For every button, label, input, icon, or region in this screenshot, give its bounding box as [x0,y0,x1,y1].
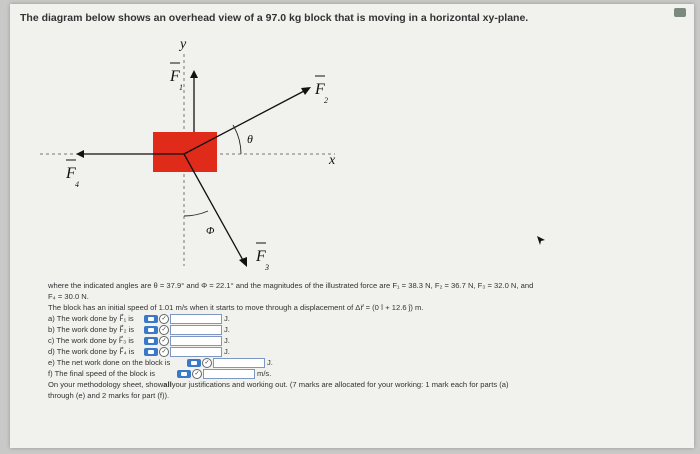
part-a [48,313,688,324]
part-a-label: a) The work done by F⃗₁ is [48,314,134,323]
f1-label: F [170,68,180,85]
footer-prefix: On your methodology sheet, show [48,380,164,389]
part-b-unit: J. [224,325,230,334]
part-e-answer-input[interactable] [213,358,265,368]
part-f-answer-input[interactable] [203,369,255,379]
part-e-unit: J. [267,358,273,367]
part-f-unit: m/s. [257,369,272,378]
hint-icon[interactable] [144,326,158,334]
question-intro: The diagram below shows an overhead view of a 97.0 kg block that is moving in a horizontal xy-plane. [20,12,529,24]
displacement-line: The block has an initial speed of 1.01 m/s when it starts to move through a displacement of Δr⃗ = (0 î + 12.6 ĵ) m. [48,303,424,312]
f3-label: F [256,248,266,265]
part-b-label: b) The work done by F⃗₂ is [48,325,135,334]
part-f-label: f) The final speed of the block is [48,369,156,378]
force-diagram [10,4,694,274]
part-a-answer-input[interactable] [170,314,222,324]
check-icon[interactable]: ✓ [159,336,169,346]
check-icon[interactable]: ✓ [202,358,212,368]
f2-label: F [315,81,325,98]
hint-icon[interactable] [144,315,158,323]
part-d-answer-input[interactable] [170,347,222,357]
part-d-unit: J. [224,347,230,356]
f2-arrow [184,90,306,154]
block [153,132,217,172]
check-icon[interactable]: ✓ [159,347,169,357]
part-d [48,346,688,357]
given-values-line2: F₄ = 30.0 N. [48,292,89,301]
x-axis-label: x [329,153,336,168]
check-icon[interactable]: ✓ [192,369,202,379]
theta-arc [233,125,241,154]
mouse-cursor-icon [537,236,545,245]
f1-subscript: 1 [179,83,183,92]
part-f [48,368,688,379]
given-values-line1: where the indicated angles are θ = 37.9° and Φ = 22.1° and the magnitudes of the illustrated force are F₁ = 38.3 N, F₂ = 36.7 N, F₃ = 32.0 N, and [48,281,534,290]
hint-icon[interactable] [187,359,201,367]
footer-suffix: your justifications and working out. (7 marks are allocated for your working: 1 mark each for parts (a) [171,380,509,389]
footer-line1 [48,379,688,390]
check-icon[interactable]: ✓ [159,325,169,335]
part-c-answer-input[interactable] [170,336,222,346]
f3-arrowhead [239,257,247,267]
part-b-answer-input[interactable] [170,325,222,335]
part-a-unit: J. [224,314,230,323]
theta-label: θ [247,132,253,146]
phi-arc [184,211,208,216]
y-axis-label: y [180,37,187,52]
question-sheet [10,4,694,448]
part-c [48,335,688,346]
hint-icon[interactable] [177,370,191,378]
hint-icon[interactable] [144,337,158,345]
f3-subscript: 3 [265,263,269,272]
f4-arrowhead [76,150,84,158]
f2-arrowhead [301,87,311,95]
f4-subscript: 4 [75,180,79,189]
f1-arrowhead [190,70,198,78]
part-e-label: e) The net work done on the block is [48,358,171,367]
part-b [48,324,688,335]
part-e [48,357,688,368]
hint-icon[interactable] [144,348,158,356]
question-text [48,280,688,401]
f4-label: F [66,165,76,182]
phi-label: Φ [206,225,215,237]
footer-line2: through (e) and 2 marks for part (f)). [48,391,170,400]
f2-subscript: 2 [324,96,328,105]
part-c-unit: J. [224,336,230,345]
footer-bold: all [163,380,172,389]
part-c-label: c) The work done by F⃗₃ is [48,336,134,345]
check-icon[interactable]: ✓ [159,314,169,324]
part-d-label: d) The work done by F⃗₄ is [48,347,135,356]
